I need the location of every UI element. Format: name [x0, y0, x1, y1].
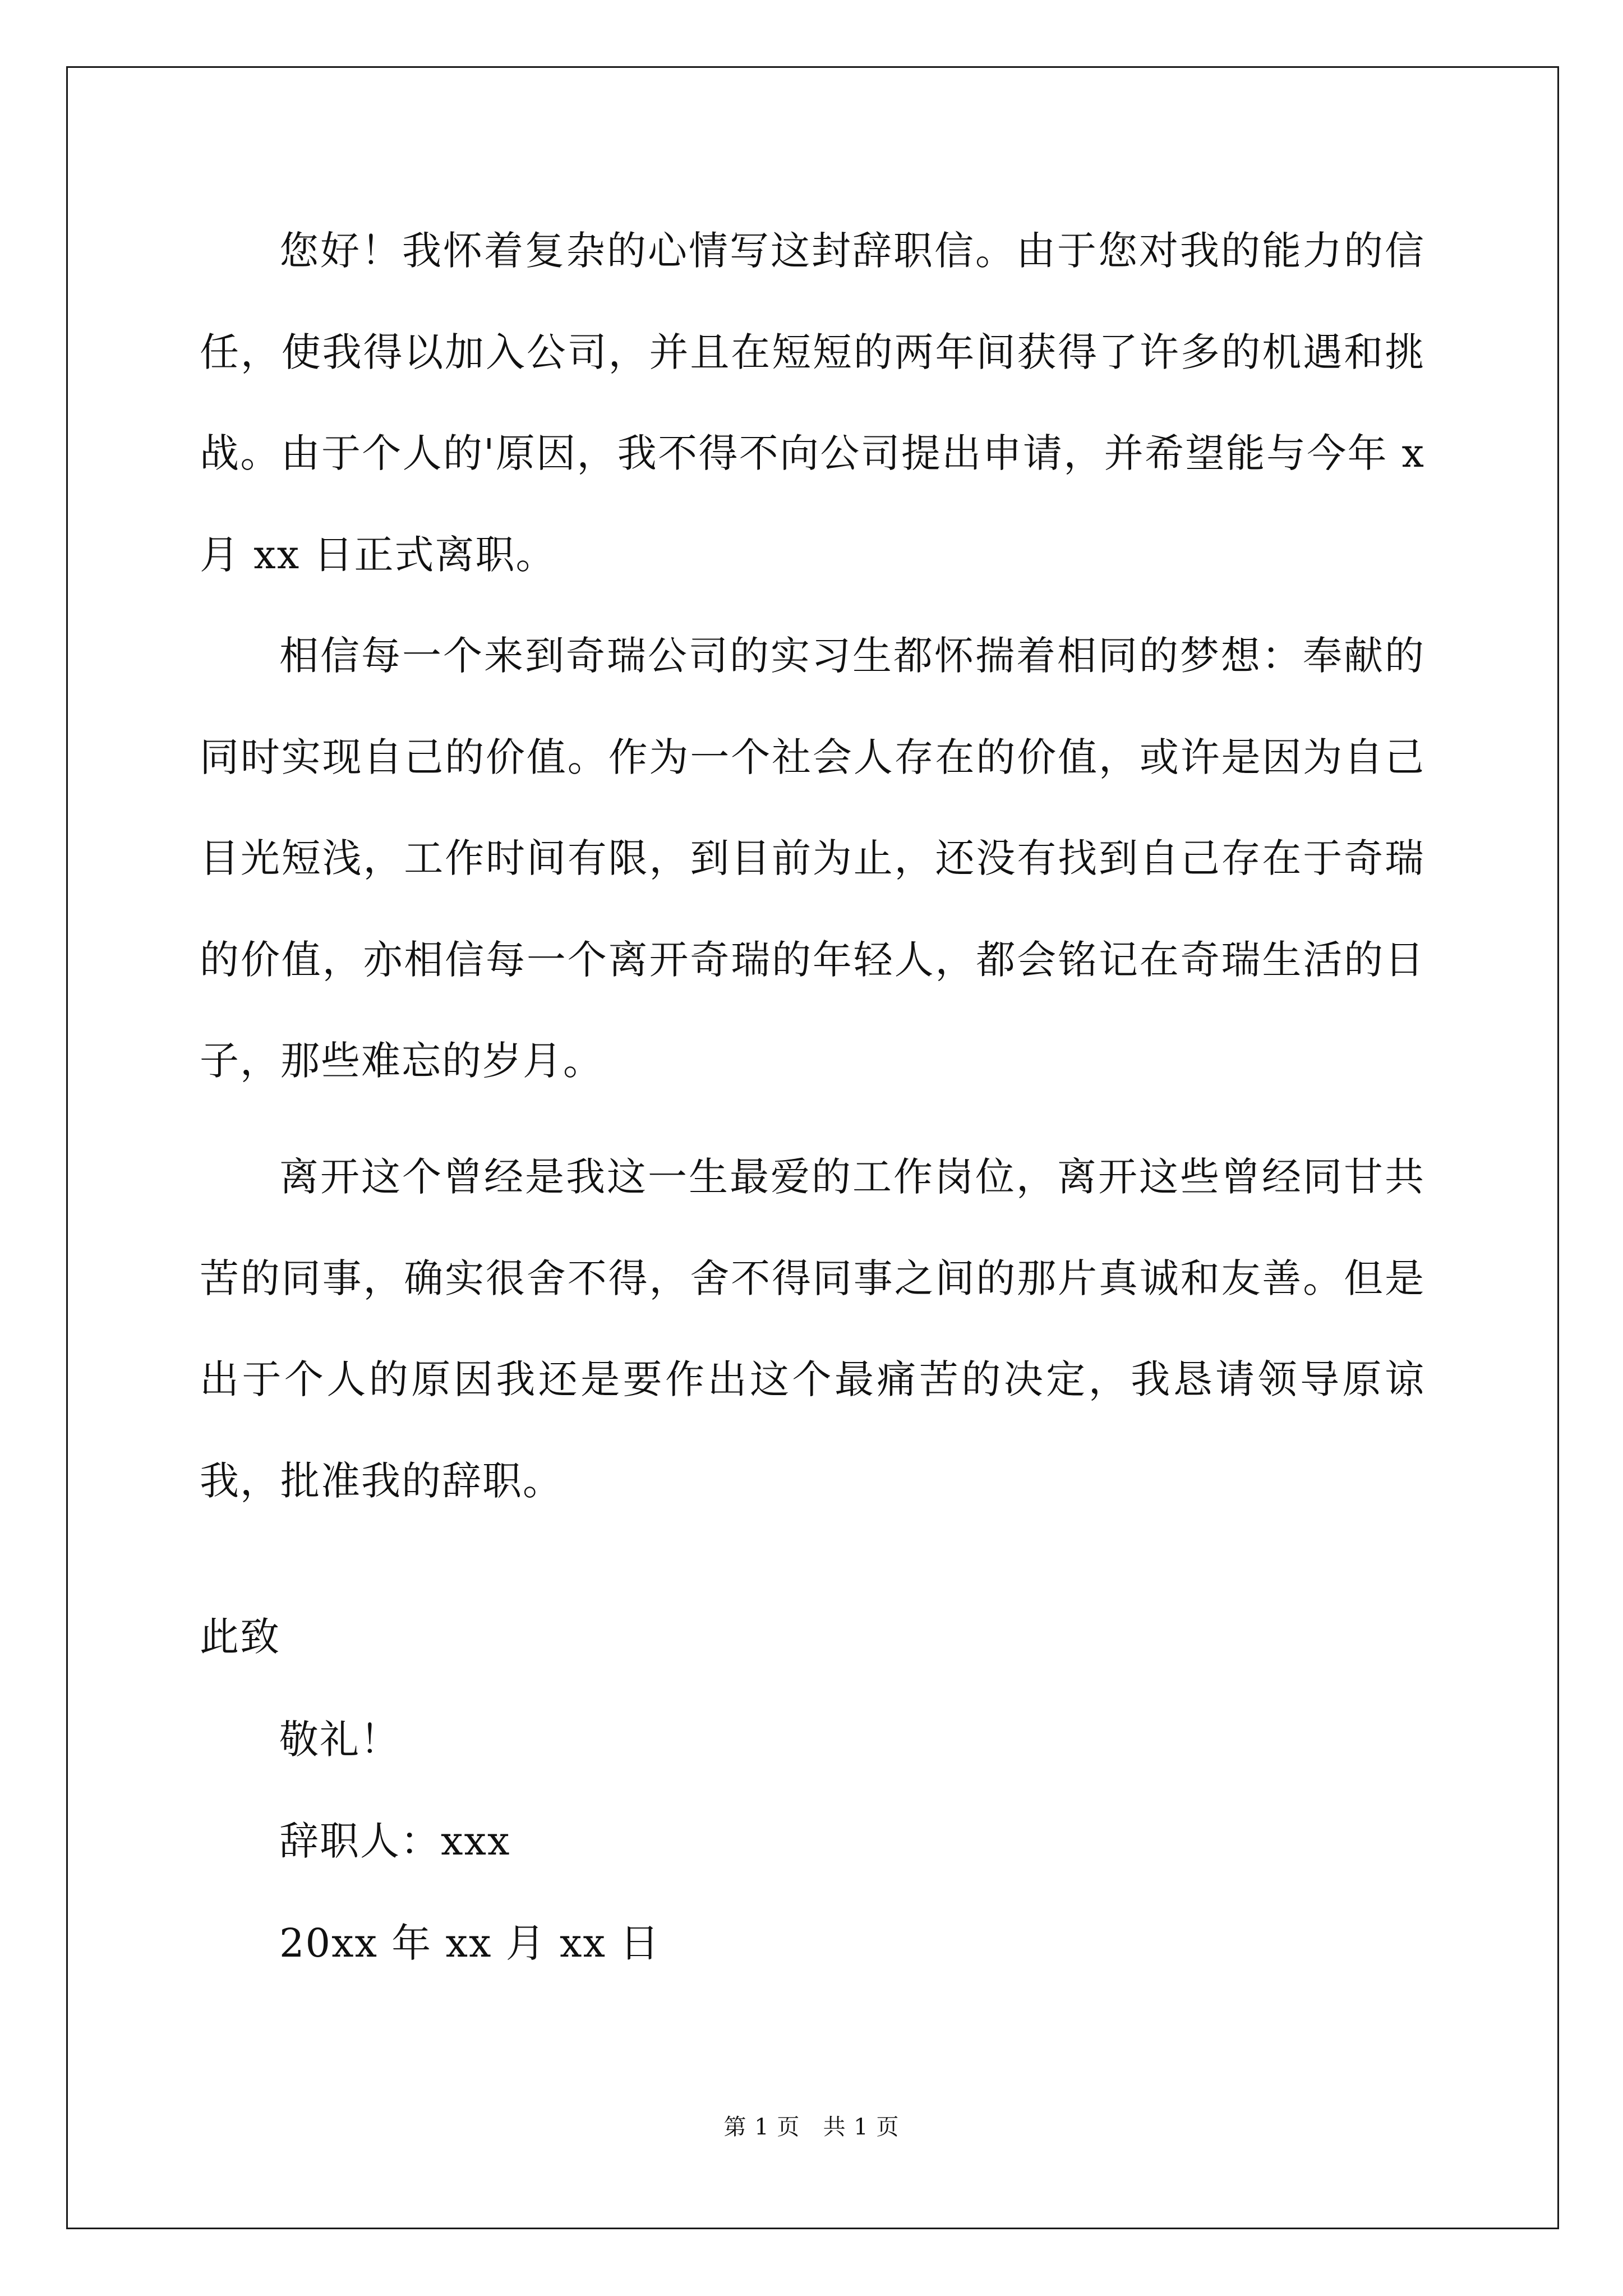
letter-paragraph-2: 相信每一个来到奇瑞公司的实习生都怀揣着相同的梦想：奉献的同时实现自己的价值。作为一个社会人存在的价值，或许是因为自己目光短浅，工作时间有限，到目前为止，还没有找到自己存在于奇瑞的价值，亦相信每一个离开奇瑞的年轻人，都会铭记在奇瑞生活的日子，那些难忘的岁月。	[200, 633, 1425, 1084]
letter-paragraph-1: 您好！我怀着复杂的心情写这封辞职信。由于您对我的能力的信任，使我得以加入公司，并且在短短的两年间获得了许多的机遇和挑战。由于个人的'原因，我不得不向公司提出申请，并希望能与今年 x 月 xx 日正式离职。	[200, 228, 1425, 578]
closing-to: 此致	[200, 1614, 280, 1660]
signer-line: 辞职人：xxx	[279, 1818, 511, 1864]
letter-paragraph-3: 离开这个曾经是我这一生最爱的工作岗位，离开这些曾经同甘共苦的同事，确实很舍不得，舍不得同事之间的那片真诚和友善。但是出于个人的原因我还是要作出这个最痛苦的决定，我恳请领导原谅我，批准我的辞职。	[200, 1154, 1425, 1504]
date-line: 20xx 年 xx 月 xx 日	[279, 1920, 661, 1966]
closing-salute: 敬礼！	[279, 1717, 400, 1763]
page-number-footer: 第 1 页 共 1 页	[723, 2114, 900, 2140]
